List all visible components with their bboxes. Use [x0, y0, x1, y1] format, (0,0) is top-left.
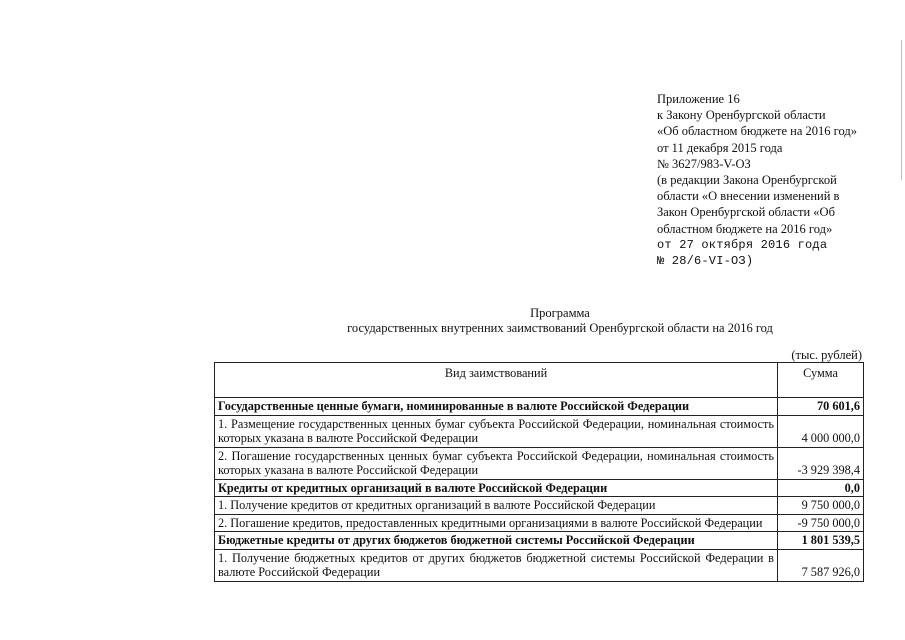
column-header-type: Вид заимствований — [215, 363, 778, 398]
row-amount: 1 801 539,5 — [778, 532, 864, 550]
row-name: Государственные ценные бумаги, номинированные в валюте Российской Федерации — [215, 398, 778, 416]
row-name: 1. Получение бюджетных кредитов от других бюджетов бюджетной системы Российской Федерации в валюте Российской Федерации — [215, 549, 778, 581]
row-amount: 4 000 000,0 — [778, 415, 864, 447]
row-amount: 7 587 926,0 — [778, 549, 864, 581]
table-section-row — [215, 532, 864, 550]
annex-line: областном бюджете на 2016 год» — [657, 221, 833, 236]
table-row — [215, 497, 864, 515]
borrowings-table — [214, 362, 864, 582]
annex-line: «Об областном бюджете на 2016 год» — [657, 124, 857, 139]
annex-line: области «О внесении изменений в — [657, 189, 840, 204]
row-name: 2. Погашение государственных ценных бумаг субъекта Российской Федерации, номинальная стоимость которых указана в валюте Российской Федерации — [215, 447, 778, 479]
annex-header — [657, 91, 897, 269]
annex-line: Приложение 16 — [657, 92, 740, 106]
annex-line: к Закону Оренбургской области — [657, 108, 826, 123]
document-subtitle: государственных внутренних заимствований Оренбургской области на 2016 год — [347, 321, 773, 335]
row-name: 2. Погашение кредитов, предоставленных кредитными организациями в валюте Российской Федерации — [215, 514, 778, 532]
column-header-amount: Сумма — [778, 363, 864, 398]
table-body — [215, 398, 864, 582]
document-title: Программа — [530, 306, 590, 320]
row-name: 1. Получение кредитов от кредитных организаций в валюте Российской Федерации — [215, 497, 778, 515]
annex-line: № 3627/983-V-ОЗ — [657, 156, 751, 171]
scan-edge-mark — [901, 40, 902, 180]
annex-typed-number: № 28/6-VI-ОЗ) — [657, 254, 754, 269]
table-row — [215, 415, 864, 447]
row-amount: 0,0 — [778, 479, 864, 497]
row-amount: 9 750 000,0 — [778, 497, 864, 515]
table-row — [215, 514, 864, 532]
annex-line: (в редакции Закона Оренбургской — [657, 173, 837, 188]
table-row — [215, 549, 864, 581]
annex-line: от 11 декабря 2015 года — [657, 140, 783, 155]
table-section-row — [215, 479, 864, 497]
annex-line: Закон Оренбургской области «Об — [657, 205, 835, 220]
units-label: (тыс. рублей) — [791, 348, 862, 362]
row-name: Бюджетные кредиты от других бюджетов бюджетной системы Российской Федерации — [215, 532, 778, 550]
row-amount: -9 750 000,0 — [778, 514, 864, 532]
annex-typed-date: от 27 октября 2016 года — [657, 237, 828, 252]
table-row — [215, 447, 864, 479]
table-header-row — [215, 363, 864, 398]
row-amount: 70 601,6 — [778, 398, 864, 416]
row-amount: -3 929 398,4 — [778, 447, 864, 479]
table-section-row — [215, 398, 864, 416]
row-name: Кредиты от кредитных организаций в валюте Российской Федерации — [215, 479, 778, 497]
row-name: 1. Размещение государственных ценных бумаг субъекта Российской Федерации, номинальная стоимость которых указана в валюте Российской Федерации — [215, 415, 778, 447]
